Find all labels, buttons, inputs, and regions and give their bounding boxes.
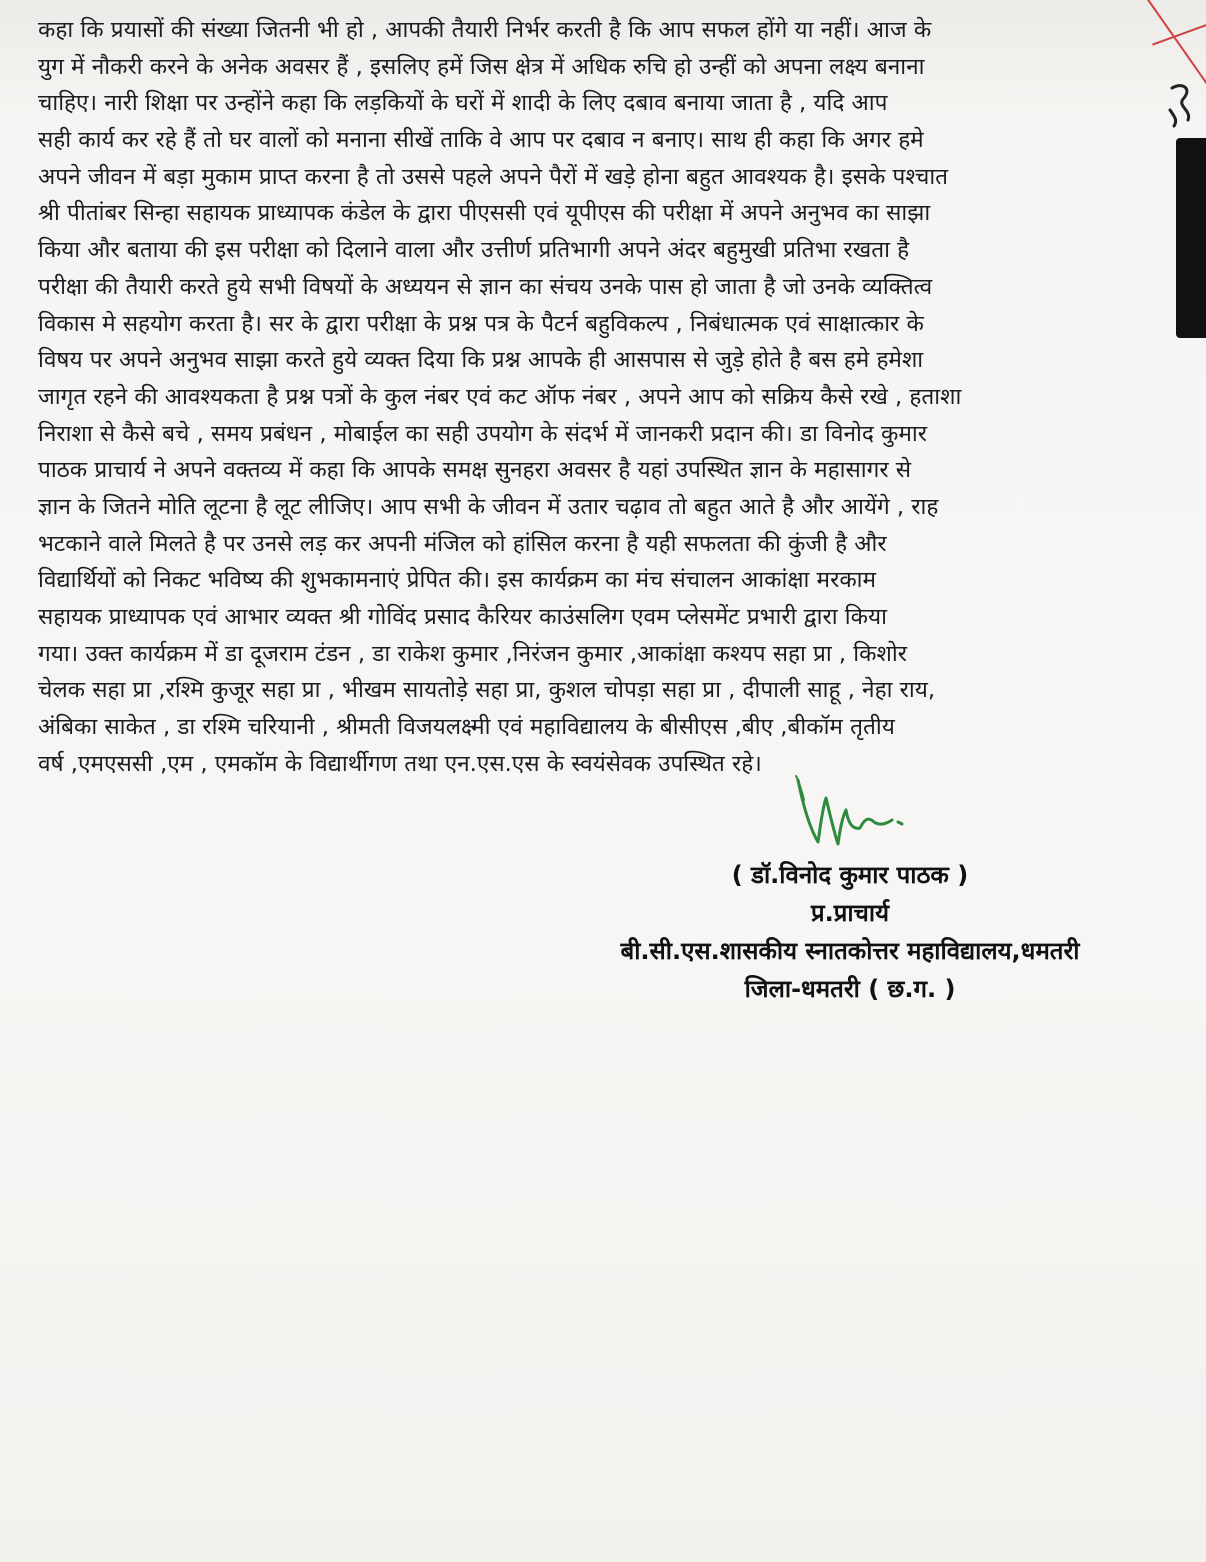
margin-scribble: [1162, 80, 1202, 130]
body-line: कहा कि प्रयासों की संख्या जितनी भी हो , आपकी तैयारी निर्भर करती है कि आप सफल होंगे या नहीं। आज के: [38, 17, 932, 43]
body-line: चाहिए। नारी शिक्षा पर उन्होंने कहा कि लड़कियों के घरों में शादी के लिए दबाव बनाया जाता है , यदि आप: [38, 90, 888, 117]
signatory-institution: बी.सी.एस.शासकीय स्नातकोत्तर महाविद्यालय,धमतरी: [620, 937, 1080, 965]
handwritten-signature: [790, 770, 920, 860]
body-line: जागृत रहने की आवश्यकता है प्रश्न पत्रों के कुल नंबर एवं कट ऑफ नंबर , अपने आप को सक्रिय कैसे रखे , हताशा: [38, 383, 962, 410]
body-line: विकास मे सहयोग करता है। सर के द्वारा परीक्षा के प्रश्न पत्र के पैटर्न बहुविकल्प , निबंधात्मक एवं साक्षात्कार के: [38, 310, 924, 337]
letter-body: [38, 12, 1138, 782]
body-line: युग में नौकरी करने के अनेक अवसर हैं , इसलिए हमें जिस क्षेत्र में अधिक रुचि हो उन्हीं को अपना लक्ष्य बनाना: [38, 53, 925, 80]
body-line: श्री पीतांबर सिन्हा सहायक प्राध्यापक कंडेल के द्वारा पीएससी एवं यूपीएस की परीक्षा में अपने अनुभव का साझा: [38, 200, 931, 227]
signatory-designation: प्र.प्राचार्य: [810, 899, 890, 927]
body-line: पाठक प्राचार्य ने अपने वक्तव्य में कहा कि आपके समक्ष सुनहरा अवसर है यहां उपस्थित ज्ञान के महासागर से: [38, 457, 912, 484]
body-line: सही कार्य कर रहे हैं तो घर वालों को मनाना सीखें ताकि वे आप पर दबाव न बनाए। साथ ही कहा कि अगर हमे: [38, 127, 924, 154]
body-line: चेलक सहा प्रा ,रश्मि कुजूर सहा प्रा , भीखम सायतोड़े सहा प्रा, कुशल चोपड़ा सहा प्रा , दीपाली साहू , नेहा राय,: [38, 677, 936, 704]
body-line: वर्ष ,एमएससी ,एम , एमकॉम के विद्यार्थीगण तथा एन.एस.एस के स्वयंसेवक उपस्थित रहे।: [38, 750, 762, 777]
body-line: किया और बताया की इस परीक्षा को दिलाने वाला और उत्तीर्ण प्रतिभागी अपने अंदर बहुमुखी प्रतिभा रखता है: [38, 237, 910, 264]
body-line: गया। उक्त कार्यक्रम में डा दूजराम टंडन , डा राकेश कुमार ,निरंजन कुमार ,आकांक्षा कश्यप सहा प्रा , किशोर: [38, 640, 907, 667]
body-line: अपने जीवन में बड़ा मुकाम प्राप्त करना है तो उससे पहले अपने पैरों में खड़े होना बहुत आवश्यक है। इसके पश्चात: [38, 163, 949, 190]
page-edge-shadow: [1176, 138, 1206, 338]
body-line: सहायक प्राध्यापक एवं आभार व्यक्त श्री गोविंद प्रसाद कैरियर काउंसलिग एवम प्लेसमेंट प्रभारी द्वारा किया: [38, 604, 887, 630]
body-line: परीक्षा की तैयारी करते हुये सभी विषयों के अध्ययन से ज्ञान का संचय उनके पास हो जाता है जो उनके व्यक्तित्व: [38, 273, 933, 300]
signature-block: [520, 856, 1180, 1008]
signatory-name: ( डॉ.विनोद कुमार पाठक ): [731, 861, 969, 889]
body-line: भटकाने वाले मिलते है पर उनसे लड़ कर अपनी मंजिल को हांसिल करना है यही सफलता की कुंजी है और: [38, 530, 887, 557]
body-line: विषय पर अपने अनुभव साझा करते हुये व्यक्त दिया कि प्रश्न आपके ही आसपास से जुड़े होते है बस हमे हमेशा: [38, 347, 924, 374]
body-line: ज्ञान के जितने मोति लूटना है लूट लीजिए। आप सभी के जीवन में उतार चढ़ाव तो बहुत आते है और आयेंगे , राह: [38, 493, 939, 520]
body-line: अंबिका साकेत , डा रश्मि चरियानी , श्रीमती विजयलक्ष्मी एवं महाविद्यालय के बीसीएस ,बीए ,बीकॉम तृतीय: [38, 714, 895, 741]
body-line: विद्यार्थियों को निकट भविष्य की शुभकामनाएं प्रेपित की। इस कार्यक्रम का मंच संचालन आकांक्षा मरकाम: [38, 567, 877, 594]
signatory-district: जिला-धमतरी ( छ.ग. ): [744, 975, 956, 1003]
body-line: निराशा से कैसे बचे , समय प्रबंधन , मोबाईल का सही उपयोग के संदर्भ में जानकरी प्रदान की। डा विनोद कुमार: [38, 420, 927, 447]
